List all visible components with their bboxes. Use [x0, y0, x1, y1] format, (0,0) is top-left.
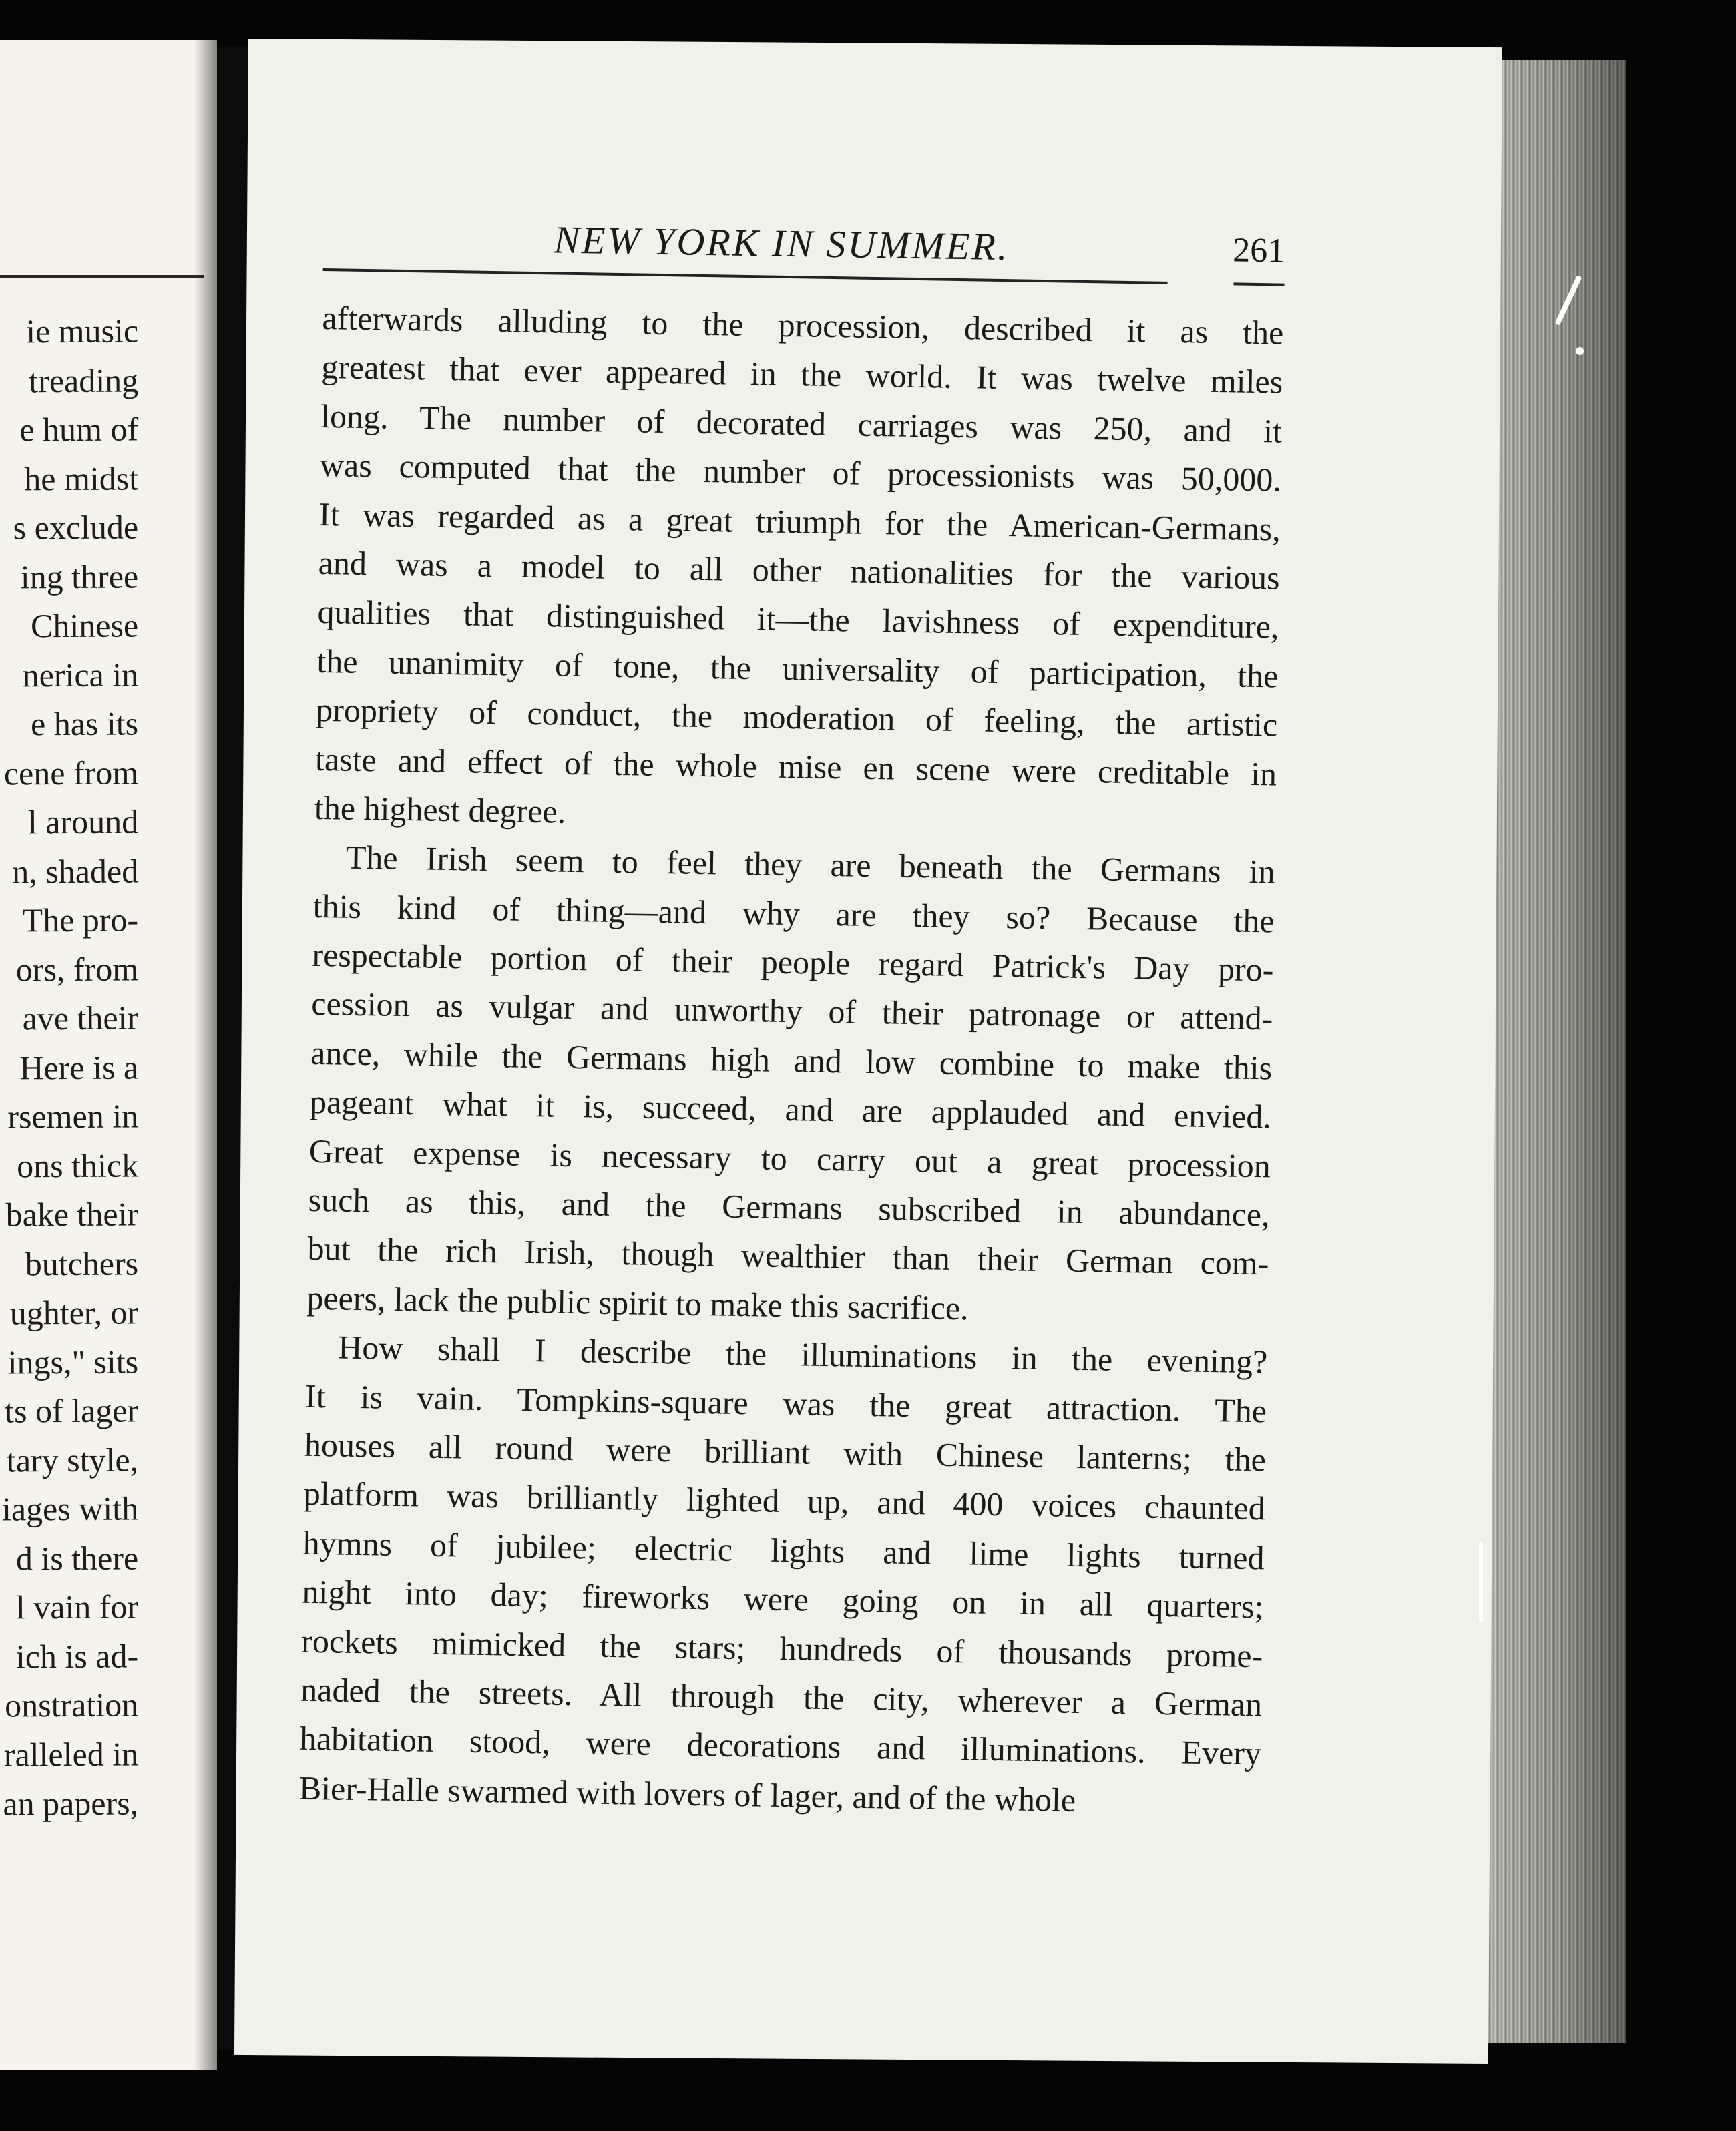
left-page-shadow	[194, 40, 217, 2070]
text-line: habitation stood, were decorations and illuminations. Every	[299, 1720, 1262, 1772]
body-text	[298, 294, 1284, 1827]
left-page	[0, 40, 217, 2070]
scan-speck	[1479, 1542, 1483, 1622]
text-line: rockets mimicked the stars; hundreds of thousands prome-	[300, 1622, 1263, 1674]
text-line: How shall I describe the illuminations in the evening?	[337, 1328, 1268, 1381]
left-page-text	[2, 307, 138, 1829]
text-line: night into day; fireworks were going on in all quarters;	[302, 1572, 1264, 1626]
left-page-line: an papers,	[3, 1784, 139, 1823]
text-line: It was regarded as a great triumph for the American-Germans,	[318, 495, 1281, 548]
text-line: naded the streets. All through the city, wherever a German	[300, 1670, 1263, 1724]
left-page-line: butchers	[25, 1244, 139, 1282]
left-page-line: ors, from	[15, 949, 139, 988]
text-line: long. The number of decorated carriages was 250, and it	[320, 397, 1283, 450]
left-page-line: Chinese	[30, 606, 139, 645]
left-page-line: rsemen in	[7, 1097, 139, 1136]
page-number: 261	[1232, 231, 1285, 270]
running-head: NEW YORK IN SUMMER.	[553, 218, 1010, 269]
left-page-line: onstration	[4, 1686, 139, 1724]
text-line: Great expense is necessary to carry out a great procession	[308, 1132, 1271, 1185]
text-line: respectable portion of their people regard Patrick's Day pro-	[312, 935, 1274, 989]
left-page-line: e has its	[30, 704, 139, 743]
left-page-line: cene from	[3, 753, 139, 792]
text-line: peers, lack the public spirit to make this sacrifice.	[306, 1278, 969, 1327]
text-line: platform was brilliantly lighted up, and 400 voices chaunted	[303, 1475, 1266, 1527]
text-line: propriety of conduct, the moderation of feeling, the artistic	[315, 691, 1278, 744]
left-page-line: l around	[27, 802, 139, 841]
left-page-line: ons thick	[16, 1146, 139, 1184]
left-page-line: l vain for	[15, 1588, 139, 1626]
left-page-line: ing three	[20, 557, 139, 596]
left-page-line: e hum of	[19, 410, 139, 449]
text-line: ance, while the Germans high and low combine to make this	[310, 1033, 1273, 1087]
text-line: cession as vulgar and unworthy of their patronage or attend-	[310, 985, 1273, 1037]
text-line: afterwards alluding to the procession, described it as the	[322, 298, 1284, 352]
text-line: and was a model to all other nationalities for the various	[318, 543, 1281, 597]
text-line: houses all round were brilliant with Chinese lanterns; the	[304, 1425, 1267, 1479]
left-page-line: ave their	[22, 999, 139, 1037]
left-page-line: Here is a	[19, 1047, 139, 1086]
left-page-line: ughter, or	[9, 1293, 139, 1332]
left-page-line: he midst	[24, 459, 139, 497]
text-line: taste and effect of the whole mise en scene were creditable in	[314, 740, 1277, 793]
text-line: hymns of jubilee; electric lights and lime lights turned	[302, 1523, 1265, 1577]
left-page-line: The pro-	[22, 901, 139, 939]
text-line: qualities that distinguished it—the lavishness of expenditure,	[317, 593, 1279, 646]
text-line: the unanimity of tone, the universality of participation, the	[316, 642, 1279, 695]
left-page-line: nerica in	[22, 655, 139, 694]
text-line: greatest that ever appeared in the world. It was twelve miles	[320, 348, 1283, 401]
left-page-line: iages with	[1, 1489, 139, 1528]
left-page-line: tary style,	[6, 1440, 139, 1479]
text-line: The Irish seem to feel they are beneath the Germans in	[345, 838, 1276, 891]
left-page-line: ich is ad-	[15, 1636, 139, 1675]
left-page-line: bake their	[5, 1195, 139, 1234]
left-page-line: treading	[29, 361, 139, 399]
text-line: Bier-Halle swarmed with lovers of lager, and of the whole	[298, 1768, 1076, 1819]
left-page-rule	[0, 275, 204, 278]
left-page-line: n, shaded	[12, 851, 139, 890]
left-page-line: s exclude	[13, 508, 139, 547]
text-line: pageant what it is, succeed, and are applauded and envied.	[309, 1083, 1272, 1136]
left-page-line: ralleled in	[3, 1734, 139, 1774]
text-line: the highest degree.	[314, 788, 566, 831]
scan-speck	[1576, 347, 1584, 355]
left-page-line: ie music	[25, 312, 139, 350]
text-line: such as this, and the Germans subscribed in abundance,	[308, 1180, 1271, 1234]
left-page-line: ings," sits	[7, 1342, 139, 1381]
text-line: It is vain. Tompkins-square was the great attraction. The	[304, 1377, 1267, 1429]
text-line: this kind of thing—and why are they so? Because the	[312, 887, 1275, 940]
left-page-line: d is there	[15, 1538, 139, 1577]
text-line: but the rich Irish, though wealthier than their German com-	[307, 1230, 1269, 1282]
text-line: was computed that the number of processionists was 50,000.	[319, 446, 1282, 499]
left-page-line: ts of lager	[4, 1391, 139, 1430]
